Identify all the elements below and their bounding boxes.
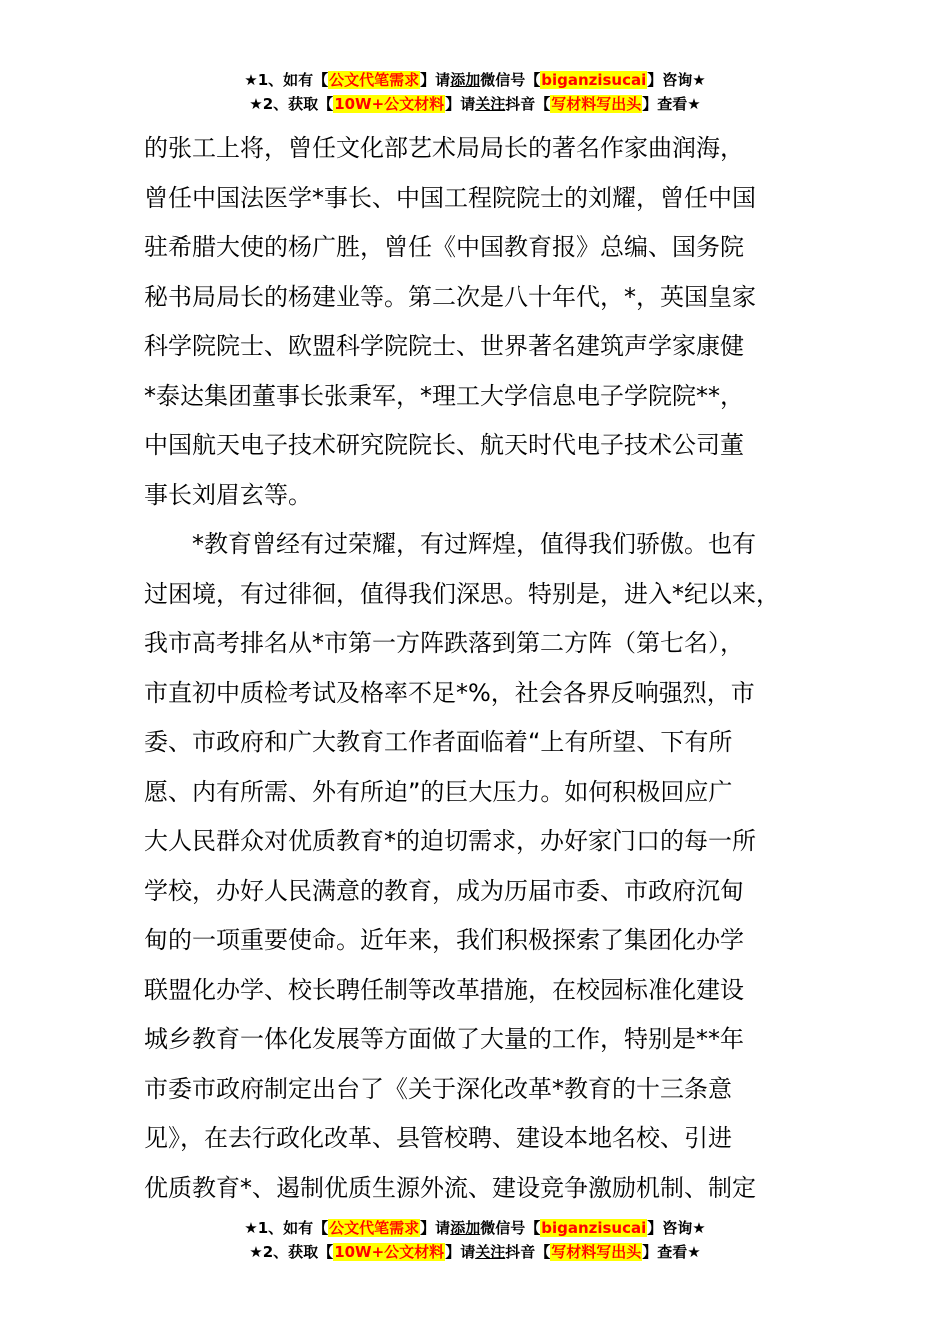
underlined-text: 关注 [475, 1243, 506, 1261]
banner-text: ★2、获取【 [249, 95, 334, 113]
banner-text: 】咨询★ [647, 71, 706, 89]
highlight-service: 公文代笔需求 [329, 1219, 420, 1237]
header-banner [0, 68, 950, 116]
underlined-text: 添加 [450, 1219, 481, 1237]
banner-line-1 [0, 1216, 950, 1240]
text-line: 我市高考排名从*市第一方阵跌落到第二方阵（第七名）， [144, 629, 744, 657]
text-line: 城乡教育一体化发展等方面做了大量的工作，特别是**年 [144, 1025, 744, 1053]
text-line: 科学院院士、欧盟科学院院士、世界著名建筑声学家康健 [144, 332, 744, 360]
banner-text: 抖音【 [505, 95, 551, 113]
banner-text: 】请 [445, 1243, 476, 1261]
banner-text: 】请 [445, 95, 476, 113]
banner-text: 微信号【 [480, 71, 541, 89]
banner-line-2 [0, 92, 950, 116]
banner-text: 微信号【 [480, 1219, 541, 1237]
text-line: 见》，在去行政化改革、县管校聘、建设本地名校、引进 [144, 1124, 732, 1152]
banner-text: ★1、如有【 [244, 1219, 329, 1237]
text-line: 的张工上将，曾任文化部艺术局局长的著名作家曲润海， [144, 134, 744, 162]
highlight-service: 公文代笔需求 [329, 71, 420, 89]
text-line: 优质教育*、遏制优质生源外流、建设竞争激励机制、制定 [144, 1173, 756, 1202]
text-line: 委、市政府和广大教育工作者面临着“上有所望、下有所 [144, 728, 733, 756]
paragraph-start-line: *教育曾经有过荣耀，有过辉煌，值得我们骄傲。也有 [192, 530, 756, 558]
banner-text: 抖音【 [505, 1243, 551, 1261]
text-line: 驻希腊大使的杨广胜，曾任《中国教育报》总编、国务院 [144, 233, 744, 261]
text-line: 秘书局局长的杨建业等。第二次是八十年代，*，英国皇家 [144, 282, 756, 311]
text-line: 联盟化办学、校长聘任制等改革措施，在校园标准化建设 [144, 975, 744, 1004]
banner-text: ★1、如有【 [244, 71, 329, 89]
highlight-douyin-account: 写材料写出头 [551, 1243, 642, 1261]
text-line: *泰达集团董事长张秉军，*理工大学信息电子学院院**， [144, 381, 744, 410]
banner-text: 】咨询★ [647, 1219, 706, 1237]
banner-text: ★2、获取【 [249, 1243, 334, 1261]
text-line: 甸的一项重要使命。近年来，我们积极探索了集团化办学 [144, 926, 744, 954]
banner-text: 】请 [420, 1219, 451, 1237]
highlight-douyin-account: 写材料写出头 [551, 95, 642, 113]
highlight-materials: 10W+公文材料 [334, 95, 445, 113]
text-line: 市委市政府制定出台了《关于深化改革*教育的十三条意 [144, 1074, 732, 1103]
highlight-wechat-id: biganzisucai [541, 1219, 647, 1237]
highlight-wechat-id: biganzisucai [541, 71, 647, 89]
text-line: 事长刘眉玄等。 [144, 480, 312, 509]
text-line: 大人民群众对优质教育*的迫切需求，办好家门口的每一所 [144, 827, 756, 855]
banner-text: 】查看★ [642, 95, 701, 113]
banner-line-2 [0, 1240, 950, 1264]
banner-text: 】请 [420, 71, 451, 89]
text-line: 愿、内有所需、外有所迫”的巨大压力。如何积极回应广 [144, 777, 733, 806]
document-body [144, 124, 834, 1213]
text-line: 曾任中国法医学*事长、中国工程院院士的刘耀，曾任中国 [144, 183, 756, 212]
highlight-materials: 10W+公文材料 [334, 1243, 445, 1261]
text-line: 学校，办好人民满意的教育，成为历届市委、市政府沉甸 [144, 876, 744, 905]
text-line: 市直初中质检考试及格率不足*%，社会各界反响强烈，市 [144, 678, 755, 707]
footer-banner [0, 1216, 950, 1264]
banner-line-1 [0, 68, 950, 92]
underlined-text: 添加 [450, 71, 481, 89]
underlined-text: 关注 [475, 95, 506, 113]
banner-text: 】查看★ [642, 1243, 701, 1261]
text-line: 中国航天电子技术研究院院长、航天时代电子技术公司董 [144, 431, 744, 459]
text-line: 过困境，有过徘徊，值得我们深思。特别是，进入*纪以来， [144, 579, 780, 608]
